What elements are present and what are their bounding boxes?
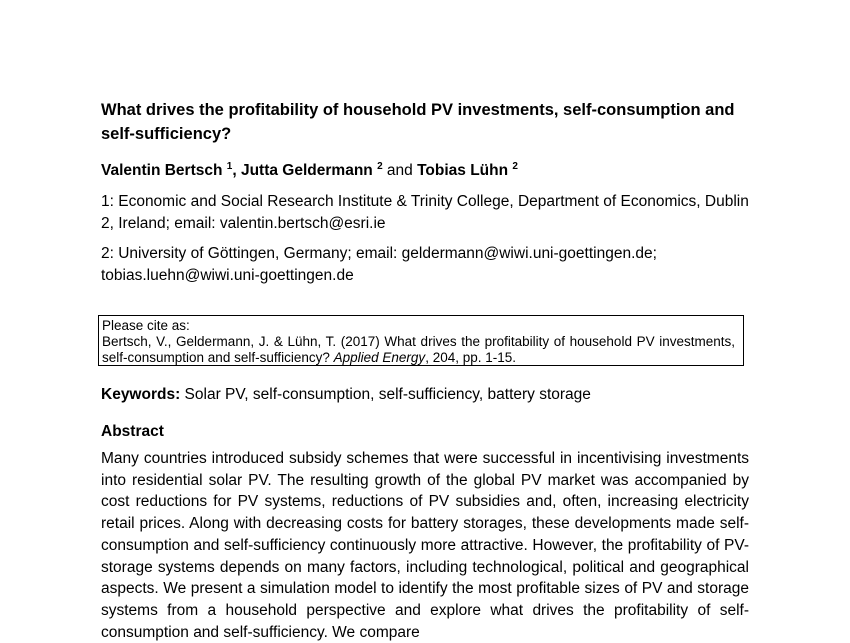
author-name: Tobias Lühn bbox=[417, 162, 509, 179]
abstract-text: Many countries introduced subsidy schemes that were successful in incentivising investments into residential solar PV. The resulting growth of the global PV market was accompanied by cost reductions for PV systems, reductions of PV subsidies and, often, increasing electricity retail prices. Along with decreasing costs for battery storages, these developments made self-consumption and self-sufficiency continuously more attractive. However, the profitability of PV-storage systems depends on many factors, including technological, political and geographical aspects. We present a simulation model to identify the most profitable sizes of PV and storage systems from a household perspective and explore what drives the profitability of self-consumption and self-sufficiency. We compare bbox=[101, 450, 749, 641]
author-separator: , bbox=[232, 162, 241, 179]
paper-title: What drives the profitability of household PV investments, self-consumption and self-sufficiency? bbox=[101, 101, 735, 143]
author-line bbox=[101, 160, 518, 182]
citation-reference: Bertsch, V., Geldermann, J. & Lühn, T. (2017) What drives the profitability of household PV investments, self-consumption and self-sufficiency? bbox=[102, 334, 735, 365]
citation-text bbox=[102, 334, 735, 366]
keywords-label: Keywords: bbox=[101, 386, 181, 403]
author-affiliation-mark: 1 bbox=[226, 161, 233, 172]
citation-journal: Applied Energy bbox=[333, 350, 426, 365]
author-separator: and bbox=[382, 162, 418, 179]
author-name: Jutta Geldermann bbox=[240, 162, 373, 179]
keywords-line bbox=[101, 384, 591, 406]
affiliation: 1: Economic and Social Research Institute & Trinity College, Department of Economics, Dublin 2, Ireland; email: valentin.bertsch@esri.ie bbox=[101, 193, 749, 232]
keywords-list: Solar PV, self-consumption, self-sufficiency, battery storage bbox=[180, 386, 591, 403]
citation-volume-pages: , 204, pp. 1-15. bbox=[425, 350, 517, 365]
abstract-heading: Abstract bbox=[101, 423, 164, 440]
author-name: Valentin Bertsch bbox=[101, 162, 223, 179]
affiliation: 2: University of Göttingen, Germany; email: geldermann@wiwi.uni-goettingen.de; tobias.luehn@wiwi.uni-goettingen.de bbox=[101, 245, 657, 284]
author-affiliation-mark: 2 bbox=[512, 161, 518, 172]
citation-label: Please cite as: bbox=[102, 318, 190, 333]
author-affiliation-mark: 2 bbox=[377, 161, 383, 172]
citation-box bbox=[98, 315, 744, 366]
